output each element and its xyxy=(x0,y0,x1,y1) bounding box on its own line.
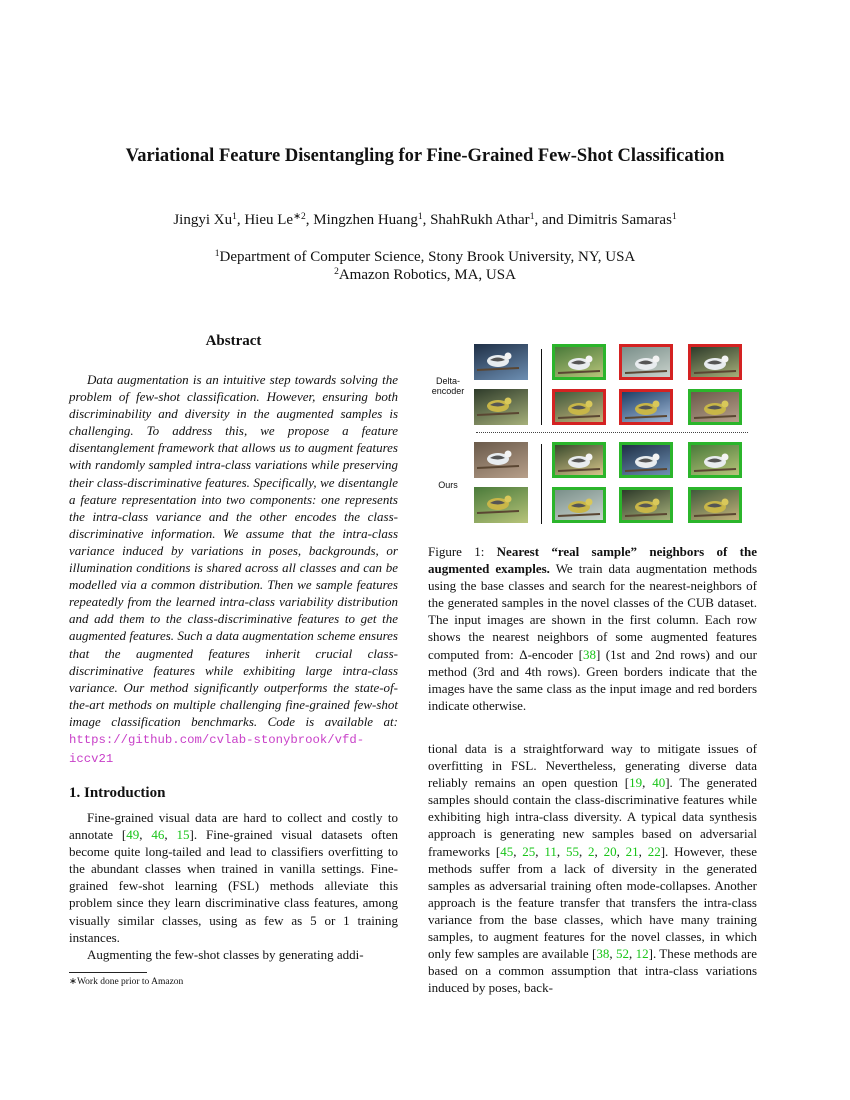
bird-image xyxy=(552,487,606,523)
caption-title: Nearest “real sample” neighbors of the augmented examples. xyxy=(428,544,758,577)
bird-image xyxy=(688,389,742,425)
affiliation-line xyxy=(0,248,850,266)
right-column-body xyxy=(428,740,757,996)
bird-image xyxy=(474,442,525,475)
bird-image xyxy=(688,344,742,380)
bird-image xyxy=(619,389,673,425)
citation[interactable]: 12 xyxy=(635,946,649,962)
thumbnail-row3-col2 xyxy=(552,442,606,478)
thumbnail-row4-col3 xyxy=(619,487,673,523)
row-label-ours: Ours xyxy=(438,480,458,490)
citation[interactable]: 45 xyxy=(500,843,514,859)
bird-image xyxy=(619,487,673,523)
thumbnail-row2-col3 xyxy=(619,389,673,425)
abstract-heading: Abstract xyxy=(205,333,262,349)
author-affiliation-mark: 1 xyxy=(529,212,535,222)
citation[interactable]: 22 xyxy=(647,843,661,859)
citation[interactable]: 25 xyxy=(522,843,536,859)
intro-text: ]. Fine-grained visual datasets often become quite long-tailed and lead to classifiers overfitting to the abundant classes when trained in vanilla settings. Fine-grained few-shot learning (FSL) methods alleviate this problem since they learn discriminative class features, among visually similar classes, using as few as 5 or 1 training instances. xyxy=(69,827,398,945)
affiliation-text: Amazon Robotics, MA, USA xyxy=(338,267,516,283)
citation[interactable]: 11 xyxy=(544,843,557,859)
affiliation-text: Department of Computer Science, Stony Brook University, NY, USA xyxy=(219,249,636,265)
body-text: tional data is a straightforward way to mitigate issues of overfitting in FSL. Nevertheless, generating diverse data reliably remains an open question [ xyxy=(428,741,757,791)
author-affiliation-mark: ∗2 xyxy=(293,212,306,222)
author-affiliation-mark: 1 xyxy=(232,212,237,222)
bird-image xyxy=(619,442,673,478)
author-list xyxy=(0,212,850,229)
citation[interactable]: 38 xyxy=(596,946,610,962)
author-name: Hieu Le xyxy=(244,212,294,228)
body-text: ]. These methods are based on a common assumption that intra-class variations induced by poses, back- xyxy=(428,946,757,996)
intro-paragraph-1 xyxy=(69,809,398,946)
bird-image xyxy=(552,442,606,478)
citation[interactable]: 52 xyxy=(616,946,629,962)
citation[interactable]: 46 xyxy=(151,827,165,843)
author-name: ShahRukh Athar xyxy=(430,212,530,228)
citation-group: 19, 40 xyxy=(629,775,666,791)
author-affiliation-mark: 1 xyxy=(671,212,677,222)
bird-image xyxy=(552,344,606,380)
citation-group: 49, 46, 15 xyxy=(126,827,190,843)
thumbnail-row1-col1 xyxy=(474,344,528,380)
intro-heading: 1. Introduction xyxy=(69,785,166,801)
thumbnail-row4-col2 xyxy=(552,487,606,523)
right-paragraph xyxy=(428,740,757,996)
citation[interactable]: 38 xyxy=(582,646,596,662)
body-text: ]. However, these methods suffer from a lack of diversity in the generated samples as adversarial training often mode-collapses. Another approach is the feature transfer that transfers the intra-class variance from the base classes, which have many training samples, to augment features for the novel classes, in which only few samples are available [ xyxy=(428,843,757,962)
author-separator: , and xyxy=(534,212,568,228)
figure-caption xyxy=(428,543,757,714)
code-link[interactable]: https://github.com/cvlab-stonybrook/vfd-iccv21 xyxy=(69,732,365,767)
figure-column-separator xyxy=(541,349,542,425)
footnote-rule xyxy=(69,972,147,973)
bird-image xyxy=(474,389,525,422)
bird-image xyxy=(619,344,673,380)
citation[interactable]: 19 xyxy=(629,775,643,791)
citation-group: 45, 25, 11, 55, 2, 20, 21, 22 xyxy=(500,843,661,859)
author-name: Mingzhen Huang xyxy=(313,212,418,228)
thumbnail-row1-col3 xyxy=(619,344,673,380)
author-separator: , xyxy=(236,212,245,228)
affiliation-line xyxy=(0,266,850,284)
affiliation-mark: 1 xyxy=(214,249,220,259)
affiliation-mark: 2 xyxy=(334,267,339,277)
citation[interactable]: 2 xyxy=(588,843,595,859)
thumbnail-row4-col4 xyxy=(688,487,742,523)
bird-image xyxy=(474,344,525,377)
thumbnail-row1-col2 xyxy=(552,344,606,380)
citation[interactable]: 15 xyxy=(176,827,190,843)
author-affiliation-mark: 1 xyxy=(417,212,423,222)
intro-body xyxy=(69,809,398,963)
author-name: Dimitris Samaras xyxy=(567,212,672,228)
intro-text: Fine-grained visual data are hard to collect and costly to annotate [ xyxy=(69,810,398,843)
paper-title: Variational Feature Disentangling for Fine-Grained Few-Shot Classification xyxy=(125,146,725,166)
thumbnail-row2-col1 xyxy=(474,389,528,425)
caption-label: Figure 1: xyxy=(428,544,485,559)
figure-column-separator xyxy=(541,444,542,524)
row-label-delta-encoder: Delta- encoder xyxy=(431,376,465,396)
abstract-body xyxy=(69,371,398,768)
body-text: ]. The generated samples should contain the class-discriminative features while exhibiting high intra-class diversity. A typical data synthesis approach is generating new samples based on adversarial frameworks [ xyxy=(428,775,758,859)
bird-image xyxy=(474,487,525,520)
author-separator: , xyxy=(305,212,314,228)
affiliations xyxy=(0,248,850,284)
bird-image xyxy=(688,487,742,523)
footnote: ∗Work done prior to Amazon xyxy=(69,977,184,987)
abstract-text: Data augmentation is an intuitive step towards solving the problem of few-shot classification. However, ensuring both discriminability and diversity in the augmented samples is challenging. To address this, we propose a feature disentanglement framework that allows us to augment features with randomly sampled intra-class variations while preserving their class-discriminative features. Specifically, we disentangle a feature representation into two components: one represents the intra-class variance and the other encodes the class-discriminative information. We assume that the intra-class variance induced by variations in poses, backgrounds, or illumination conditions is shared across all classes and can be modelled via a common distribution. Then we sample features repeatedly from the learned intra-class variability distribution and add them to the class-discriminative features to get the augmented features. Such a data augmentation scheme ensures that the augmented features inherit crucial class-discriminative features while exhibiting large intra-class variance. Our method significantly outperforms the state-of-the-art methods on multiple challenging fine-grained few-shot image classification benchmarks. Code is available at: xyxy=(69,372,398,729)
author-name: Jingyi Xu xyxy=(173,212,233,228)
thumbnail-row3-col1 xyxy=(474,442,528,478)
thumbnail-row4-col1 xyxy=(474,487,528,523)
citation[interactable]: 21 xyxy=(625,843,639,859)
thumbnail-row2-col4 xyxy=(688,389,742,425)
figure-row-divider xyxy=(476,432,748,433)
intro-paragraph-2: Augmenting the few-shot classes by generating addi- xyxy=(87,946,364,962)
bird-image xyxy=(688,442,742,478)
thumbnail-row1-col4 xyxy=(688,344,742,380)
citation-group: 38, 52, 12 xyxy=(596,946,649,962)
citation[interactable]: 40 xyxy=(652,775,666,791)
thumbnail-row3-col4 xyxy=(688,442,742,478)
citation[interactable]: 55 xyxy=(565,843,579,859)
citation[interactable]: 20 xyxy=(603,843,617,859)
caption-text: ] (1st and 2nd rows) and our method (3rd and 4th rows). Green borders indicate that the images have the same class as the input image and red borders indicate otherwise. xyxy=(428,646,757,713)
author-separator: , xyxy=(422,212,431,228)
thumbnail-row2-col2 xyxy=(552,389,606,425)
caption-text: We train data augmentation methods using the base classes and search for the nearest-neighbors of the generated samples in the novel classes of the CUB dataset. The input images are shown in the first column. Each row shows the nearest neighbors of some augmented features computed from: Δ-encoder [ xyxy=(428,561,757,662)
citation[interactable]: 49 xyxy=(126,827,140,843)
bird-image xyxy=(552,389,606,425)
thumbnail-row3-col3 xyxy=(619,442,673,478)
